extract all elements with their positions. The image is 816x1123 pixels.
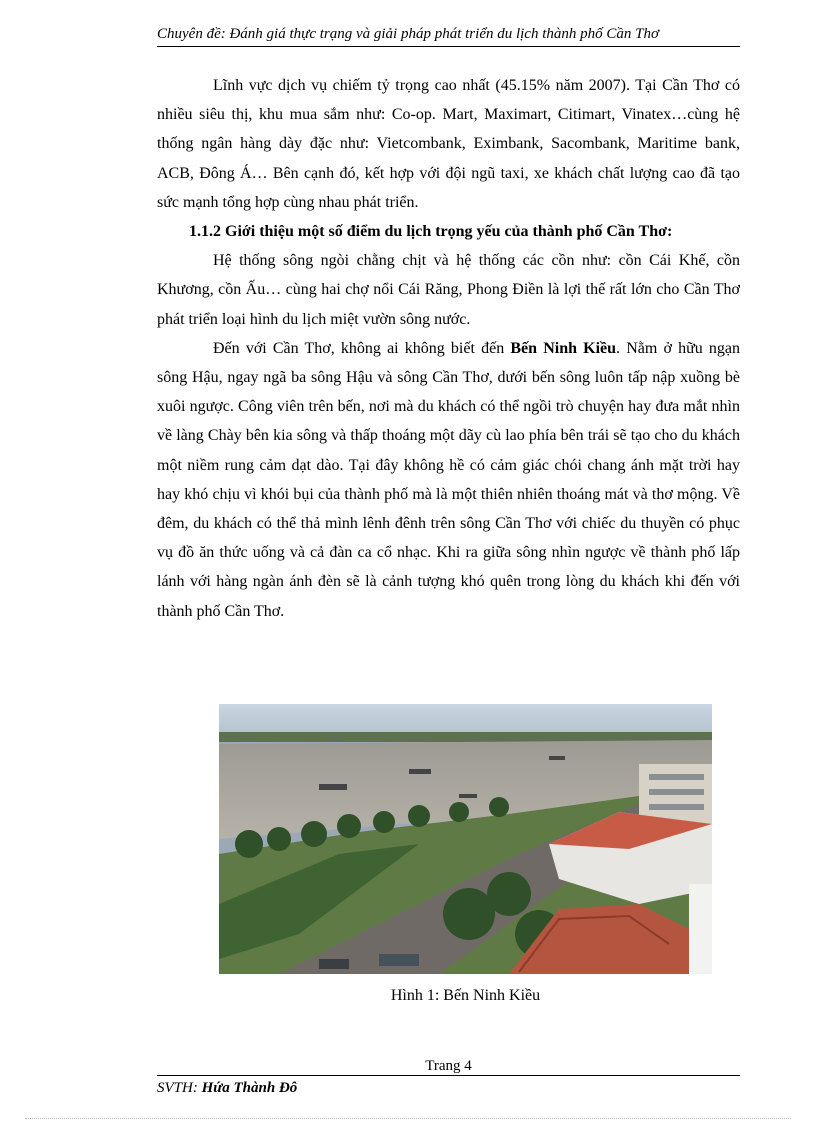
paragraph-services: Lĩnh vực dịch vụ chiếm tỷ trọng cao nhất (45.15% năm 2007). Tại Cần Thơ có nhiều siêu thị, khu mua sắm như: Co-op. Mart, Maximart, Citimart, Vinatex…cùng hệ thống ngân hàng dày đặc như: Vietcombank, Eximbank, Sacombank, Maritime bank, ACB, Đông Á… Bên cạnh đó, kết hợp với đội ngũ taxi, xe khách chất lượng cao đã tạo sức mạnh tổng hợp cùng nhau phát triển. — [157, 77, 740, 211]
photo-illustration — [219, 704, 712, 974]
author-name: Hứa Thành Đô — [201, 1080, 298, 1096]
page-number: Trang 4 — [425, 1058, 472, 1074]
author-label: SVTH: — [157, 1080, 202, 1096]
ninh-kieu-name: Bến Ninh Kiều — [510, 339, 617, 357]
section-heading: 1.1.2 Giới thiệu một số điểm du lịch trọng yếu của thành phố Cần Thơ: — [189, 223, 673, 241]
footer-divider — [157, 1075, 740, 1076]
ninh-kieu-description: . Nằm ở hữu ngạn sông Hậu, ngay ngã ba sông Hậu và sông Cần Thơ, dưới bến sông luôn tấp nập xuồng bè xuôi ngược. Công viên trên bến, nơi mà du khách có thể ngồi trò chuyện hay đưa mắt nhìn về làng Chày bên kia sông và thấp thoáng một dãy cù lao phía bên trái sẽ tạo cho du khách một niềm rung cảm dạt dào. Tại đây không hề có cảm giác chói chang ánh mặt trời hay hay khó chịu vì khói bụi của thành phố mà là một thiên nhiên thoáng mát và thơ mộng. Về đêm, du khách có thể thả mình lênh đênh trên sông Cần Thơ với chiếc du thuyền có phục vụ đồ ăn thức uống và cả đàn ca cổ nhạc. Khi ra giữa sông nhìn ngược về thành phố lấp lánh với hàng ngàn ánh đèn sẽ là cảnh tượng khó quên trong lòng du khách khi đến với thành phố Cần Thơ. — [157, 339, 741, 620]
document-body — [157, 71, 740, 626]
paragraph-rivers: Hệ thống sông ngòi chằng chịt và hệ thống các cồn như: cồn Cái Khế, cồn Khương, cồn Ấu… cùng hai chợ nổi Cái Răng, Phong Điền là lợi thế rất lớn cho Cần Thơ phát triển loại hình du lịch miệt vườn sông nước. — [157, 252, 740, 328]
paragraph-ninh-kieu — [157, 334, 740, 626]
page-header: Chuyên đề: Đánh giá thực trạng và giải pháp phát triển du lịch thành phố Cần Thơ — [157, 24, 740, 47]
page-bottom-dotted-line — [25, 1118, 791, 1119]
footer-author — [157, 1078, 740, 1098]
ninh-kieu-intro: Đến với Cần Thơ, không ai không biết đến — [213, 339, 511, 357]
ninh-kieu-photo — [219, 704, 712, 974]
figure-caption: Hình 1: Bến Ninh Kiều — [390, 987, 541, 1004]
